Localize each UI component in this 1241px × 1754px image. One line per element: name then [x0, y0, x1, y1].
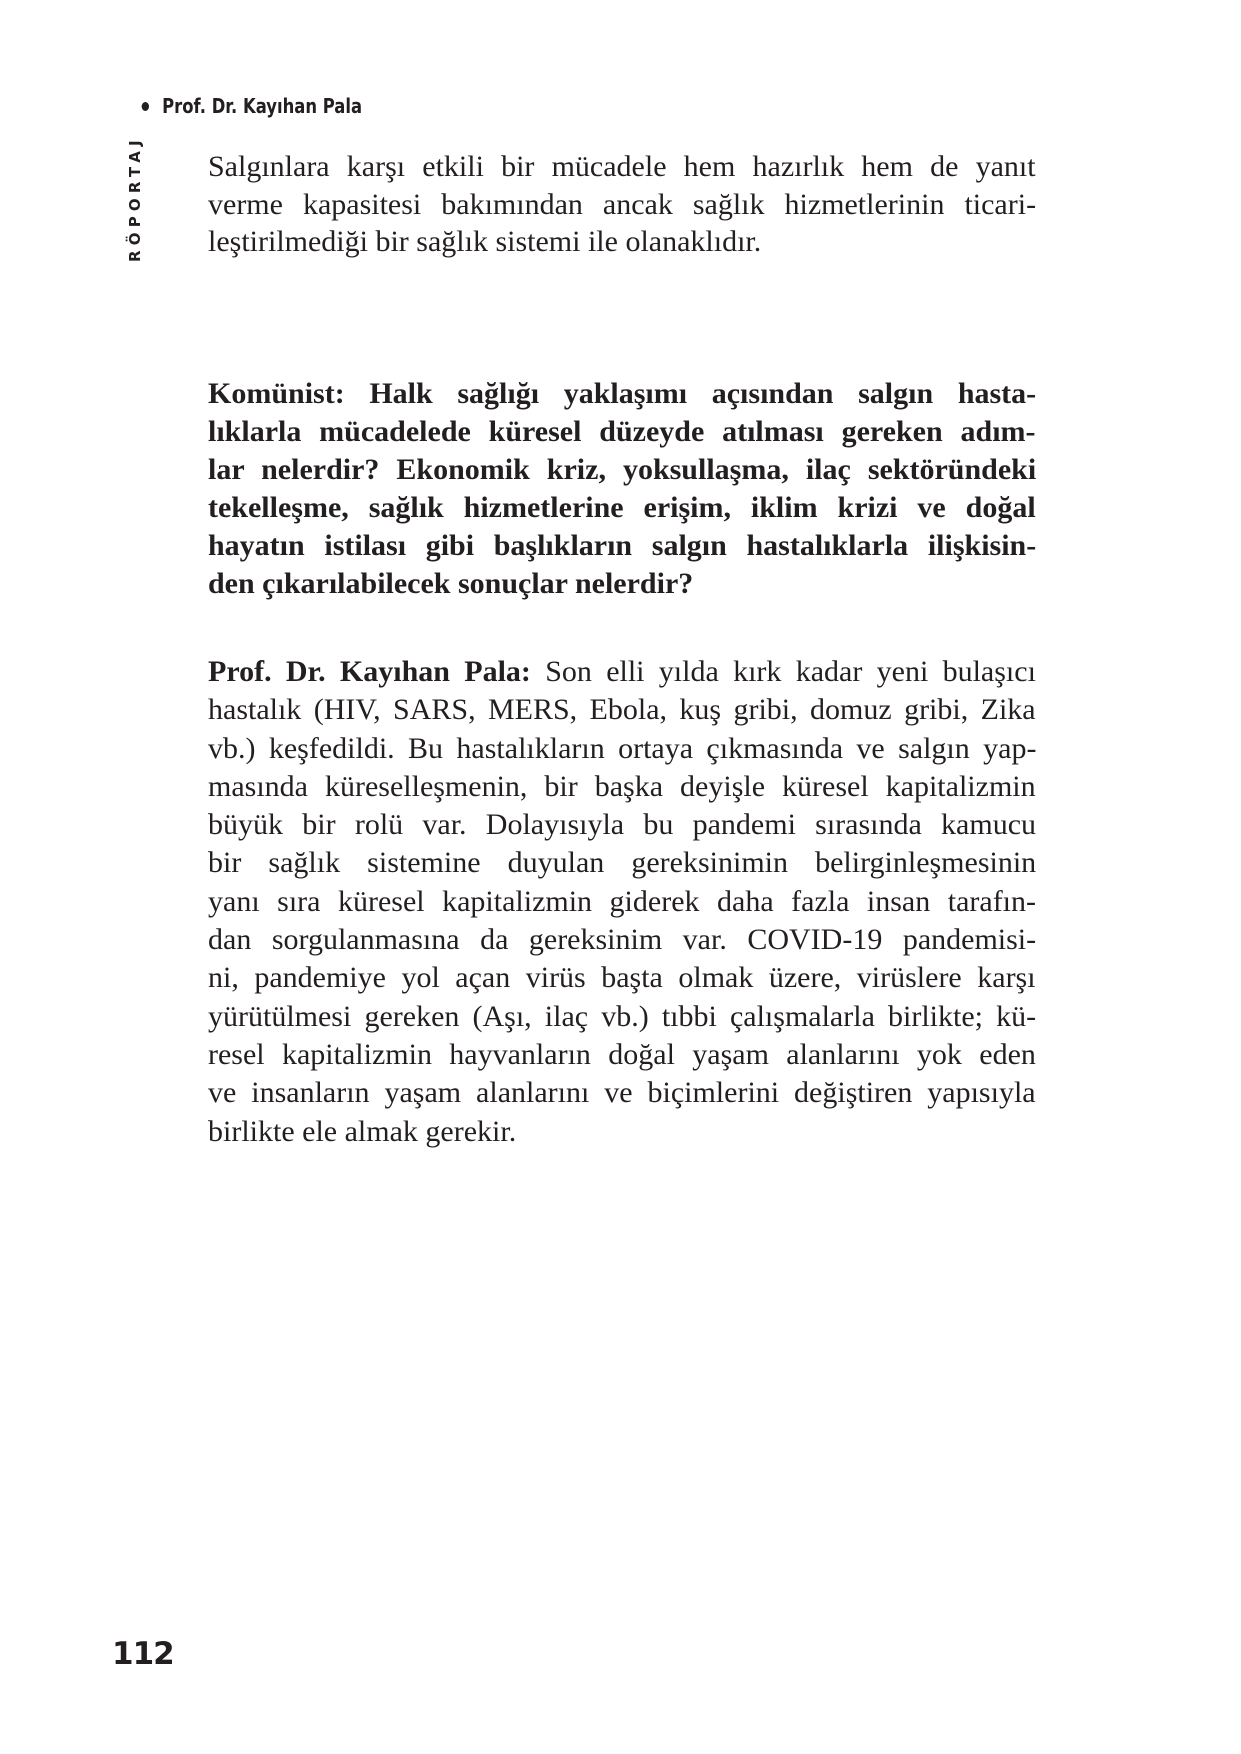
text-line: [208, 653, 1036, 691]
text-line: masında küreselleşmenin, bir başka deyişle küresel kapitalizmin: [208, 769, 1036, 803]
running-head: [140, 94, 362, 118]
text-line: yürütülmesi gereken (Aşı, ilaç vb.) tıbbi çalışmalarla birlikte; kü-: [208, 999, 1037, 1033]
text-line: tekelleşme, sağlık hizmetlerine erişim, iklim krizi ve doğal: [208, 491, 1036, 524]
text-line: Salgınlara karşı etkili bir mücadele hem hazırlık hem de yanıt: [208, 150, 1036, 183]
text-line: den çıkarılabilecek sonuçlar nelerdir?: [208, 567, 694, 600]
text-line: ni, pandemiye yol açan virüs başta olmak üzere, virüslere karşı: [208, 961, 1036, 995]
text-line: verme kapasitesi bakımından ancak sağlık hizmetlerinin ticari-: [208, 187, 1037, 221]
running-head-author: Prof. Dr. Kayıhan Pala: [162, 94, 363, 118]
text-line: yanı sıra küresel kapitalizmin giderek daha fazla insan tarafın-: [208, 884, 1037, 918]
text-line: vb.) keşfedildi. Bu hastalıkların ortaya çıkmasında ve salgın yap-: [208, 731, 1037, 765]
text-line: resel kapitalizmin hayvanların doğal yaşam alanlarını yok eden: [208, 1037, 1036, 1071]
answer-first-line: Son elli yılda kırk kadar yeni bulaşıcı: [530, 655, 1036, 688]
section-label: RÖPORTAJ: [126, 135, 144, 262]
intro-paragraph: [208, 148, 1036, 261]
text-line: dan sorgulanmasına da gereksinim var. COVID-19 pandemisi-: [208, 923, 1037, 957]
speaker-name: Prof. Dr. Kayıhan Pala:: [208, 655, 531, 688]
text-line: lıklarla mücadelede küresel düzeyde atılması gereken adım-: [208, 415, 1036, 448]
text-line: leştirilmediği bir sağlık sistemi ile olanaklıdır.: [208, 225, 762, 258]
text-line: lar nelerdir? Ekonomik kriz, yoksullaşma, ilaç sektöründeki: [208, 453, 1037, 486]
text-line: birlikte ele almak gerekir.: [208, 1114, 517, 1148]
text-line: büyük bir rolü var. Dolayısıyla bu pandemi sırasında kamucu: [208, 808, 1037, 842]
page-number: 112: [112, 1636, 174, 1672]
text-line: hayatın istilası gibi başlıkların salgın hastalıklarla ilişkisin-: [208, 529, 1037, 562]
text-line: hastalık (HIV, SARS, MERS, Ebola, kuş gribi, domuz gribi, Zika: [208, 693, 1036, 727]
interview-answer: [208, 653, 1036, 1151]
interview-question: [208, 375, 1036, 603]
text-line: bir sağlık sistemine duyulan gereksinimin belirginleşmesinin: [208, 846, 1037, 880]
text-line: Komünist: Halk sağlığı yaklaşımı açısından salgın hasta-: [208, 377, 1037, 410]
text-line: ve insanların yaşam alanlarını ve biçimlerini değiştiren yapısıyla: [208, 1076, 1036, 1110]
bullet-icon: [142, 102, 149, 111]
